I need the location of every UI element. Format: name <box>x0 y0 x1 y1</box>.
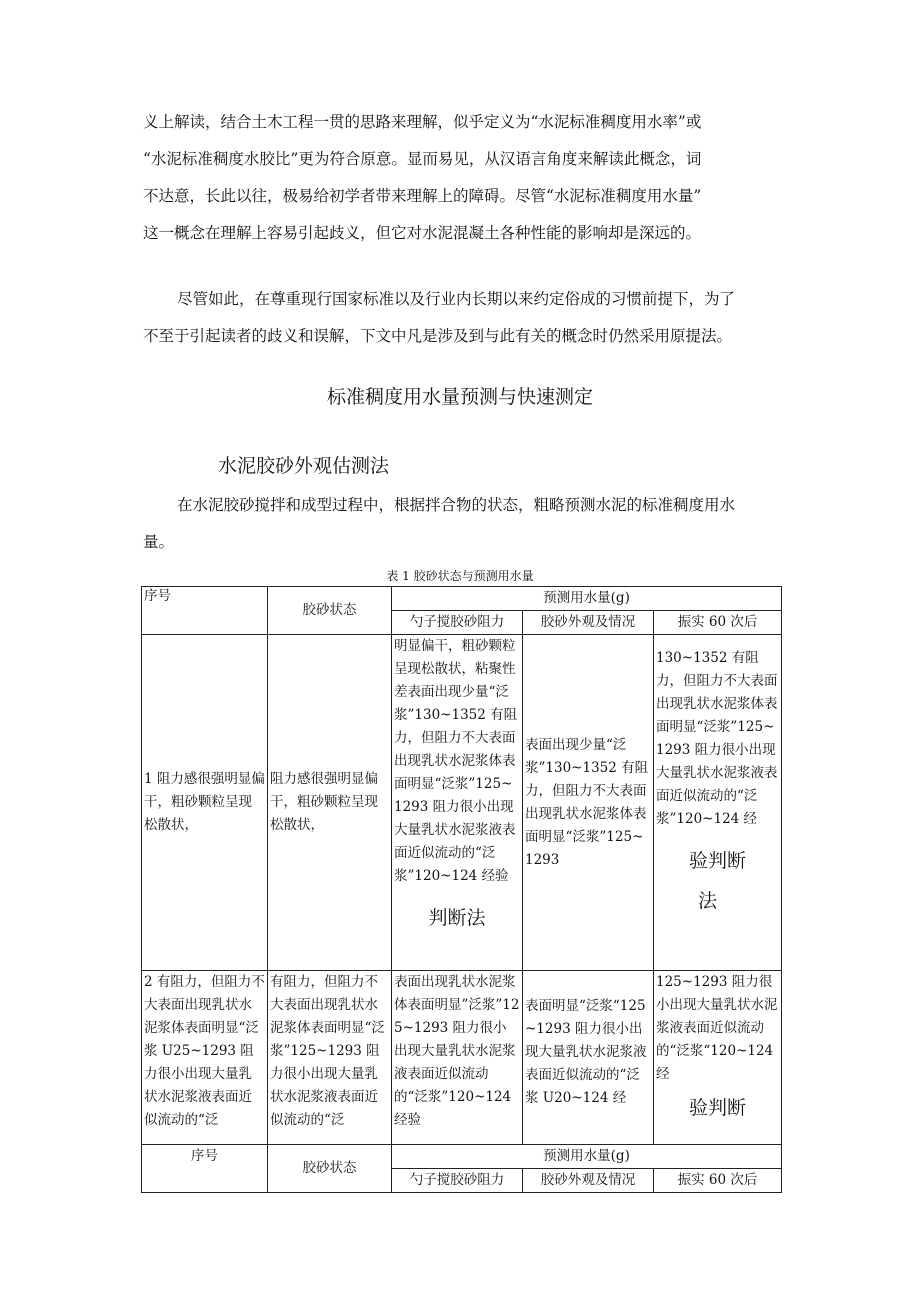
header-col-vibration: 振实 60 次后 <box>654 611 782 635</box>
paragraph-3-line-2: 量。 <box>143 533 175 551</box>
header-col-appearance: 胶砂外观及情况 <box>523 611 654 635</box>
intro-line-3: 不达意，长此以往，极易给初学者带来理解上的障碍。尽管“水泥标准稠度用水量” <box>143 187 702 205</box>
row1-vibration-big-2: 法 <box>698 890 718 912</box>
table-caption: 表 1 胶砂状态与预测用水量 <box>386 569 534 583</box>
row2-vibration-text: 125~1293 阻力很小出现大量乳状水泥浆液表面近似流动的“泛浆“120~124 经 <box>656 974 778 1082</box>
row2-resistance: 表面出现乳状水泥浆体表面明显”泛浆”125~1293 阻力很小出现大量乳状水泥浆液表面近似流动的“泛浆”120~124 经验 <box>392 971 523 1145</box>
intro-paragraph <box>143 104 793 252</box>
repeat-header-state: 胶砂状态 <box>268 1145 392 1193</box>
row1-vibration-text: 130~1352 有阻力，但阻力不大表面出现乳状水泥浆体表面明显“泛浆”125~1293 阻力很小出现大量乳状水泥浆液表面近似流动的“泛浆”120~124 经 <box>656 650 778 827</box>
paragraph-3-line-1: 在水泥胶砂搅拌和成型过程中，根据拌合物的状态，粗略预测水泥的标准稠度用水 <box>177 496 736 514</box>
subsection-title: 水泥胶砂外观估测法 <box>218 455 390 477</box>
row1-appearance: 表面出现少量“泛浆”130~1352 有阻力，但阻力不大表面出现乳状水泥浆体表面明显“泛浆”125~1293 <box>523 635 654 971</box>
section-title: 标准稠度用水量预测与快速测定 <box>326 386 593 408</box>
repeat-header-col-resistance: 勺子搅胶砂阻力 <box>392 1169 523 1193</box>
repeat-header-seq: 序号 <box>142 1145 268 1193</box>
paragraph-2-line-2: 不至于引起读者的歧义和误解，下文中凡是涉及到与此有关的概念时仍然采用原提法。 <box>143 327 733 345</box>
table-repeat-header-row <box>142 1145 782 1169</box>
row2-vibration-big: 验判断 <box>688 1097 746 1119</box>
intro-line-1: 义上解读，结合土木工程一贯的思路来理解，似乎定义为“水泥标准稠度用水率”或 <box>143 113 702 131</box>
row2-state: 有阻力，但阻力不大表面出现乳状水泥浆体表面明显“泛浆”125~1293 阻力很小出现大量乳状水泥浆液表面近似流动的“泛 <box>268 971 392 1145</box>
paragraph-3 <box>143 487 793 561</box>
row1-state: 阻力感很强明显偏干，粗砂颗粒呈现松散状， <box>268 635 392 971</box>
table-header-row <box>142 587 782 611</box>
repeat-header-col-vibration: 振实 60 次后 <box>654 1169 782 1193</box>
row1-vibration-big-1: 验判断 <box>688 850 746 872</box>
intro-line-4: 这一概念在理解上容易引起歧义，但它对水泥混凝土各种性能的影响却是深远的。 <box>143 224 702 242</box>
row1-vibration <box>654 635 782 971</box>
header-col-resistance: 勺子搅胶砂阻力 <box>392 611 523 635</box>
intro-line-2: “水泥标准稠度水胶比”更为符合原意。显而易见，从汉语言角度来解读此概念，词 <box>143 150 702 168</box>
paragraph-2-line-1: 尽管如此，在尊重现行国家标准以及行业内长期以来约定俗成的习惯前提下，为了 <box>177 290 736 308</box>
row1-resistance-big: 判断法 <box>428 907 486 929</box>
paragraph-2 <box>143 281 793 355</box>
row1-resistance-text: 明显偏干，粗砂颗粒呈现松散状，粘聚性差表面出现少量“泛浆”130~1352 有阻力，但阻力不大表面出现乳状水泥浆体表面明显“泛浆”125~1293 阻力很小出现大量乳状水泥浆液表面近似流动的“泛浆”120~124 经验 <box>394 638 518 884</box>
mortar-state-table <box>141 586 782 1193</box>
table-row <box>142 971 782 1145</box>
table-row <box>142 635 782 971</box>
header-state: 胶砂状态 <box>268 587 392 635</box>
repeat-header-col-appearance: 胶砂外观及情况 <box>523 1169 654 1193</box>
row1-seq: 1 阻力感很强明显偏干，粗砂颗粒呈现松散状， <box>142 635 268 971</box>
repeat-header-predicted: 预测用水量(g) <box>392 1145 782 1169</box>
row2-vibration <box>654 971 782 1145</box>
header-seq: 序号 <box>142 587 268 635</box>
row2-seq: 2 有阻力，但阻力不大表面出现乳状水泥浆体表面明显“泛浆 U25~1293 阻力很小出现大量乳状水泥浆液表面近似流动的“泛 <box>142 971 268 1145</box>
row1-resistance <box>392 635 523 971</box>
header-predicted: 预测用水量(g) <box>392 587 782 611</box>
row2-appearance: 表面明显“泛浆“125~1293 阻力很小出现大量乳状水泥浆液表面近似流动的“泛浆 U20~124 经 <box>523 971 654 1145</box>
